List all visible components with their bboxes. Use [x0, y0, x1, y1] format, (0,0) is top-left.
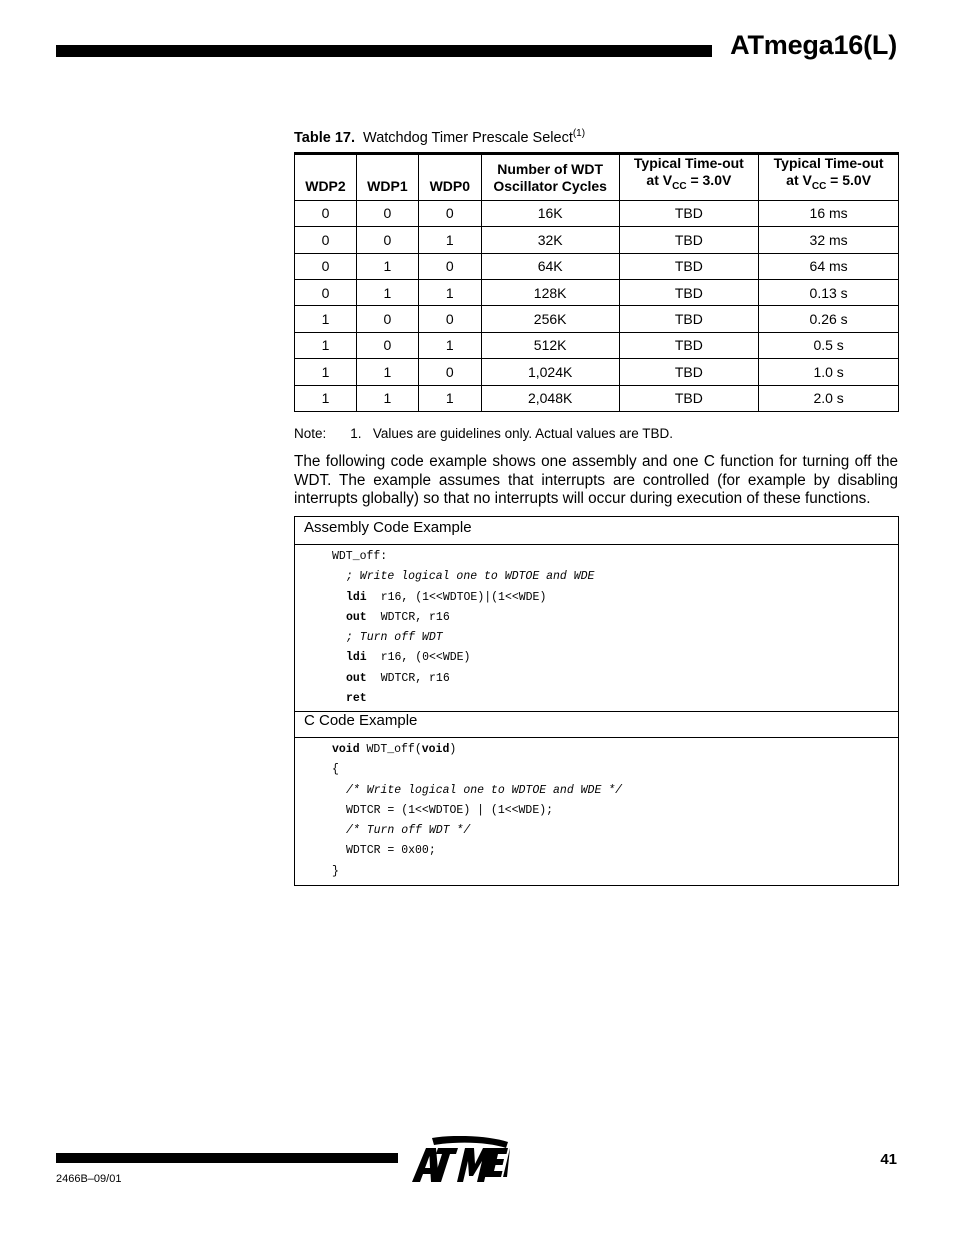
- c-code-body: [295, 738, 898, 885]
- table-cell: 0: [295, 200, 357, 226]
- table-cell: 1: [356, 359, 418, 385]
- table-row: [295, 385, 899, 411]
- note-label: Note:: [294, 426, 327, 441]
- code-line: WDT_off:: [332, 550, 388, 563]
- table-cell: 16K: [481, 200, 619, 226]
- table-caption: [294, 128, 585, 146]
- col-timeout-3v: Typical Time-out at $V_{CC} = 3.0V$: [619, 154, 759, 201]
- table-cell: TBD: [619, 306, 759, 332]
- code-comment: ; Turn off WDT: [346, 631, 443, 645]
- col-timeout-5v: Typical Time-out at $V_{CC} = 5.0V$: [759, 154, 899, 201]
- table-cell: 0: [418, 200, 481, 226]
- table-cell: 0: [418, 306, 481, 332]
- table-cell: 64 ms: [759, 253, 899, 279]
- table-cell: 0: [295, 253, 357, 279]
- table-cell: 1: [295, 359, 357, 385]
- table-cell: TBD: [619, 279, 759, 305]
- table-caption-label: Table 17.: [294, 129, 355, 146]
- table-cell: 1: [295, 332, 357, 358]
- table-cell: 0: [295, 279, 357, 305]
- code-line: out WDTCR, r16: [346, 610, 450, 624]
- col-wdp1: WDP1: [356, 154, 418, 201]
- table-cell: TBD: [619, 385, 759, 411]
- code-line: ldi r16, (0<<WDE): [346, 651, 471, 665]
- table-cell: 1: [418, 332, 481, 358]
- table-cell: 1: [356, 253, 418, 279]
- footer-rule: [56, 1153, 398, 1163]
- table-cell: 1: [295, 385, 357, 411]
- table-cell: 256K: [481, 306, 619, 332]
- assembly-code-title: Assembly Code Example: [295, 517, 898, 545]
- header-rule: [56, 45, 712, 57]
- code-line: out WDTCR, r16: [346, 671, 450, 685]
- table-cell: TBD: [619, 332, 759, 358]
- code-line: void WDT_off(void): [332, 743, 457, 756]
- page-number: 41: [880, 1151, 897, 1168]
- code-line: }: [332, 864, 339, 878]
- table-cell: 0: [295, 227, 357, 253]
- table-row: [295, 200, 899, 226]
- table-cell: 1: [295, 306, 357, 332]
- table-cell: 0: [418, 359, 481, 385]
- c-code-title: C Code Example: [295, 710, 898, 738]
- code-line: ldi r16, (1<<WDTOE)|(1<<WDE): [346, 590, 547, 604]
- table-caption-ref: (1): [572, 128, 586, 139]
- code-line: ret: [346, 692, 367, 706]
- code-line: WDTCR = (1<<WDTOE) | (1<<WDE);: [346, 803, 554, 817]
- note-number: 1.: [350, 426, 362, 441]
- table-cell: 0: [356, 227, 418, 253]
- table-row: [295, 253, 899, 279]
- table-cell: 512K: [481, 332, 619, 358]
- table-cell: 1: [356, 385, 418, 411]
- table-cell: 0: [356, 332, 418, 358]
- table-cell: 128K: [481, 279, 619, 305]
- table-cell: 0: [356, 306, 418, 332]
- table-cell: 1: [418, 385, 481, 411]
- table-cell: 0: [356, 200, 418, 226]
- table-cell: 0.26 s: [759, 306, 899, 332]
- note-text: Values are guidelines only. Actual values are TBD.: [372, 426, 673, 441]
- prescale-table: [294, 152, 899, 412]
- table-cell: 32 ms: [759, 227, 899, 253]
- table-row: [295, 227, 899, 253]
- table-cell: 1: [356, 279, 418, 305]
- col-wdp2: WDP2: [295, 154, 357, 201]
- table-cell: 1.0 s: [759, 359, 899, 385]
- code-comment: /* Write logical one to WDTOE and WDE */: [346, 783, 623, 797]
- col-cycles: Number of WDT Oscillator Cycles: [481, 154, 619, 201]
- col-wdp0: WDP0: [418, 154, 481, 201]
- table-cell: TBD: [619, 227, 759, 253]
- table-row: [295, 279, 899, 305]
- table-caption-text: Watchdog Timer Prescale Select: [363, 129, 573, 146]
- assembly-code-body: [295, 545, 898, 711]
- table-cell: 32K: [481, 227, 619, 253]
- table-cell: 1: [418, 279, 481, 305]
- table-cell: 0.13 s: [759, 279, 899, 305]
- table-cell: TBD: [619, 200, 759, 226]
- code-line: WDTCR = 0x00;: [346, 844, 436, 858]
- document-code: 2466B–09/01: [56, 1173, 122, 1185]
- table-row: [295, 306, 899, 332]
- table-cell: 0: [418, 253, 481, 279]
- table-cell: 16 ms: [759, 200, 899, 226]
- c-code-box: [294, 710, 899, 886]
- table-row: [295, 332, 899, 358]
- table-cell: 64K: [481, 253, 619, 279]
- table-cell: 1,024K: [481, 359, 619, 385]
- table-cell: TBD: [619, 253, 759, 279]
- page-title: ATmega16(L): [730, 30, 897, 60]
- table-cell: 0.5 s: [759, 332, 899, 358]
- atmel-logo-icon: [410, 1136, 510, 1184]
- table-cell: 2.0 s: [759, 385, 899, 411]
- table-note: [294, 426, 673, 441]
- code-comment: /* Turn off WDT */: [346, 824, 471, 838]
- table-cell: 1: [418, 227, 481, 253]
- table-row: [295, 359, 899, 385]
- code-comment: ; Write logical one to WDTOE and WDE: [346, 570, 595, 584]
- table-header-row: [295, 154, 899, 201]
- body-paragraph: The following code example shows one assembly and one C function for turning off the WDT. The example assumes that interrupts are controlled (for example by disabling interrupts globally) so that no interrupts will occur during execution of these functions.: [294, 453, 898, 508]
- code-line: {: [332, 763, 339, 777]
- table-cell: TBD: [619, 359, 759, 385]
- assembly-code-box: [294, 516, 899, 712]
- table-cell: 2,048K: [481, 385, 619, 411]
